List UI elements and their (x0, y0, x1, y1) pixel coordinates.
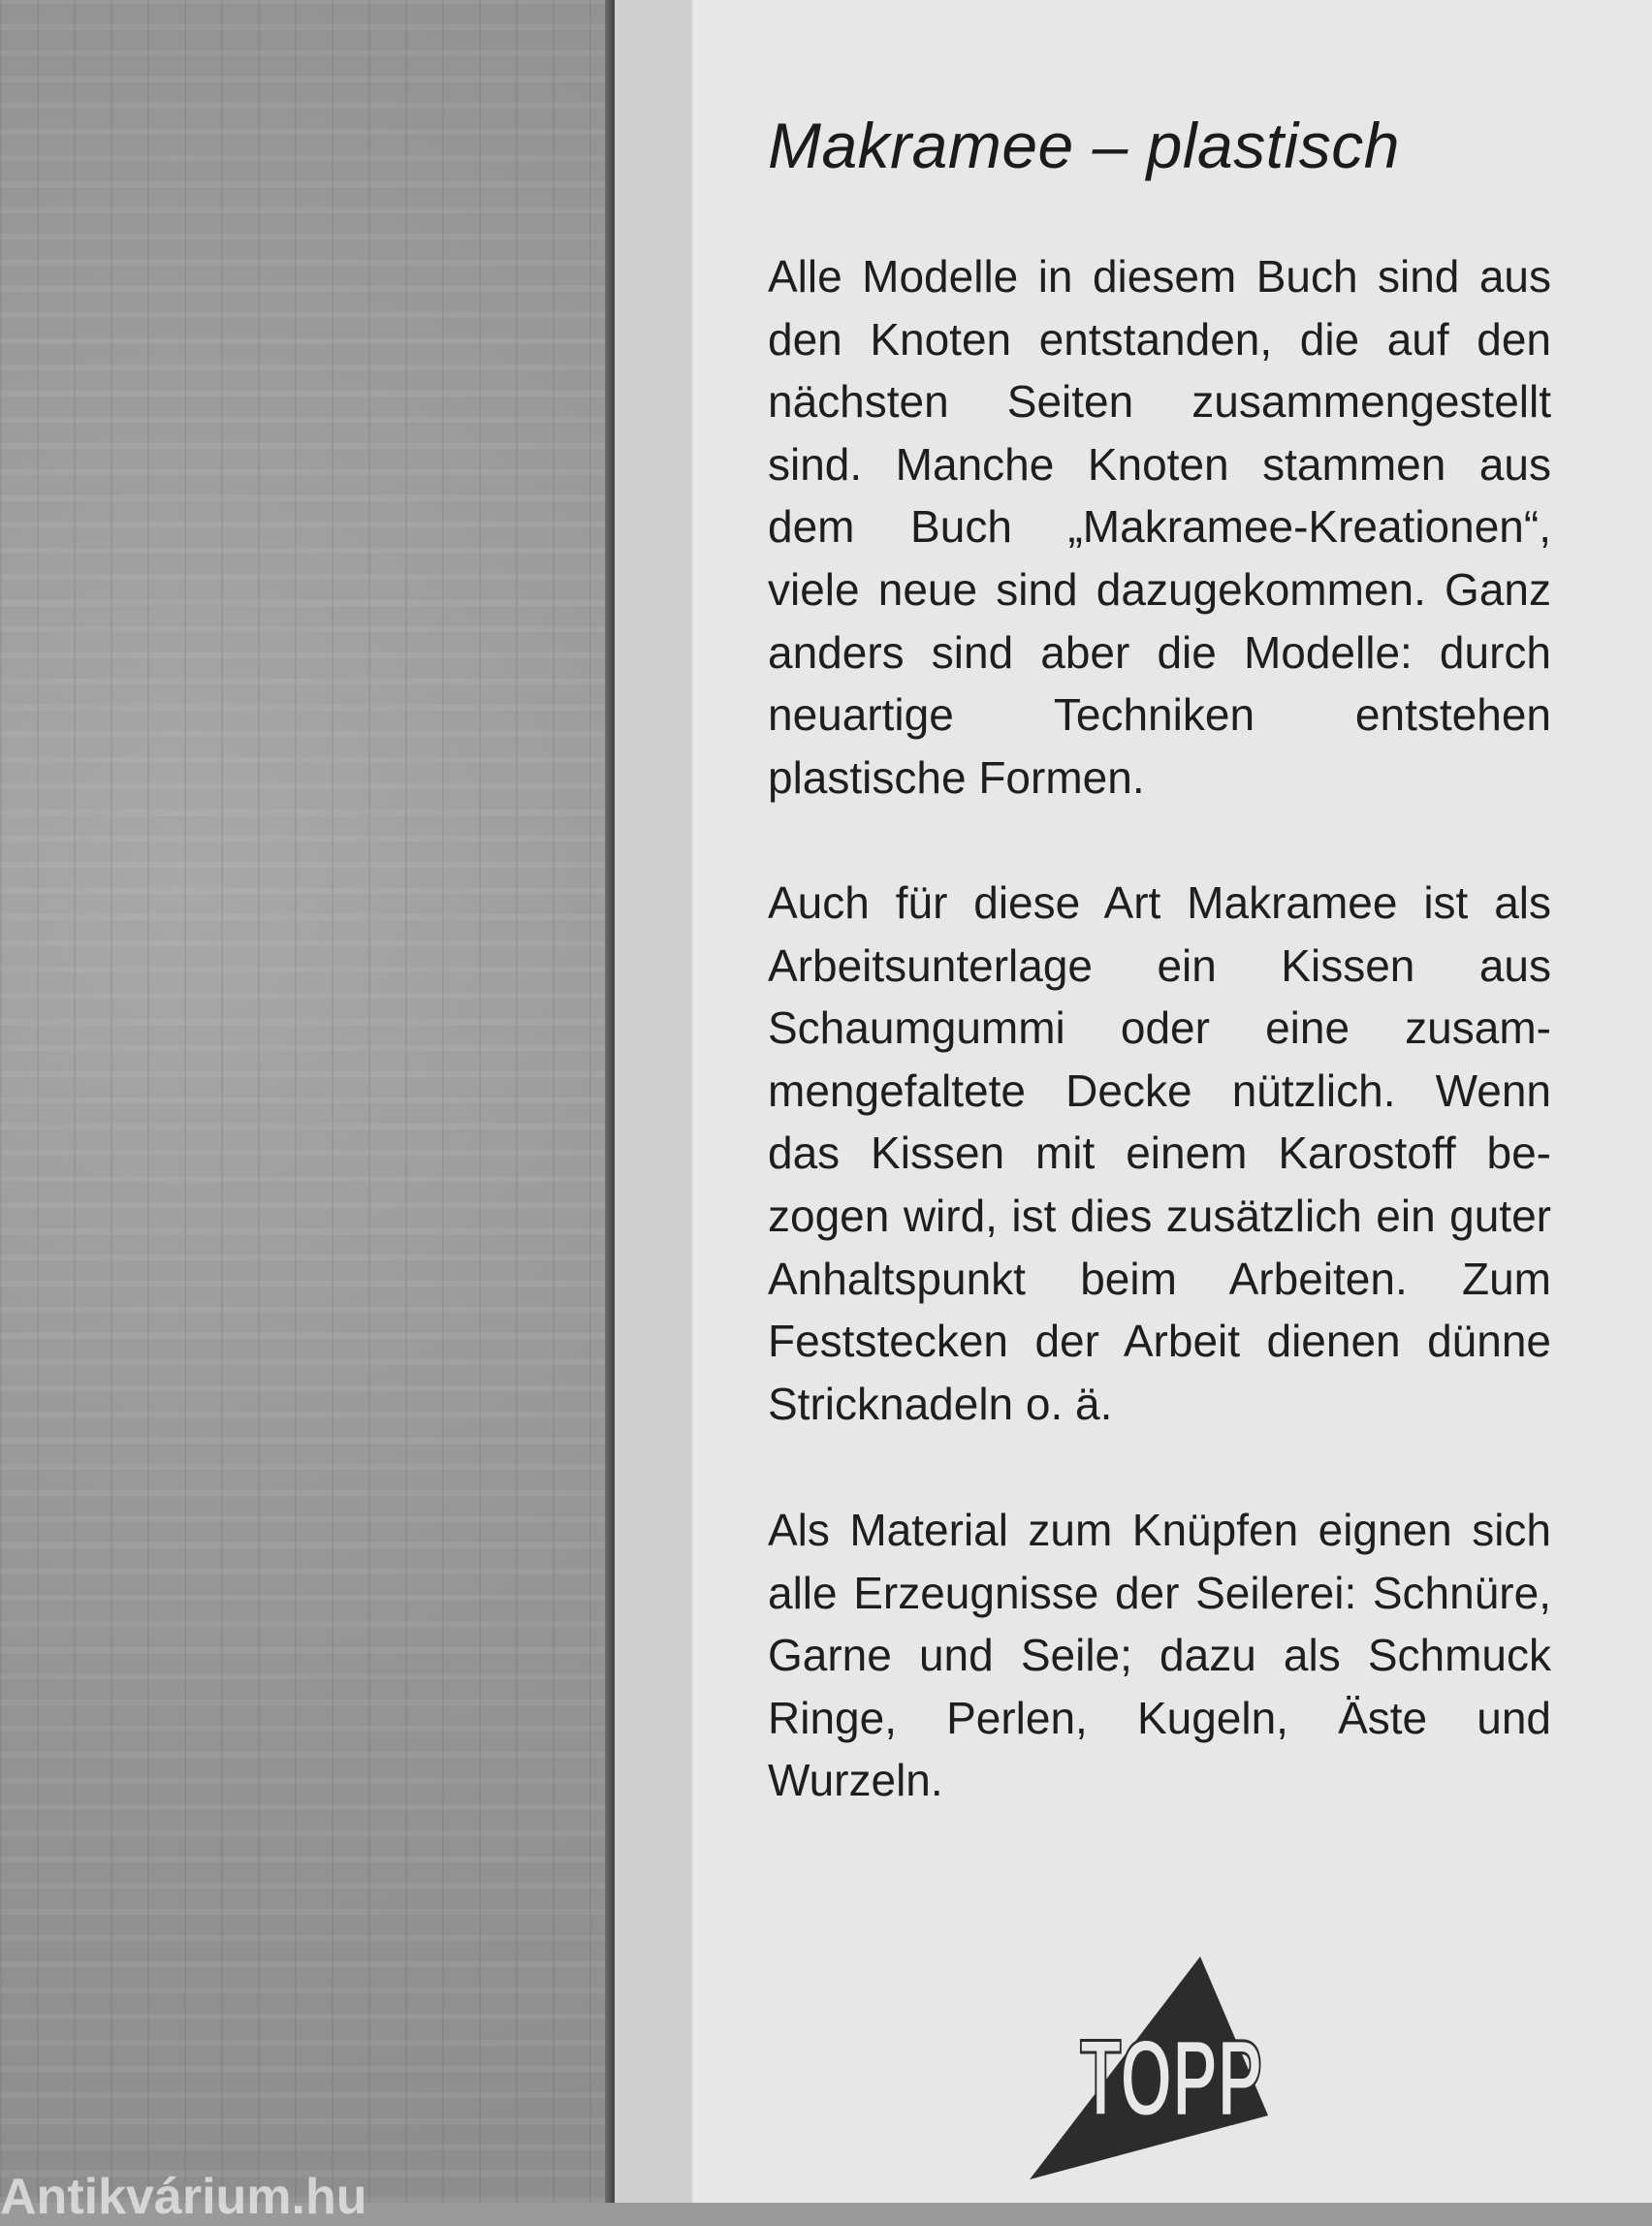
book-cover-left (0, 0, 611, 2203)
topp-logo (1028, 1949, 1270, 2181)
paragraph-1: Alle Modelle in diesem Buch sind aus den Knoten entstanden, die auf den nächsten Seiten zusammengestellt sind. Manche Knoten stammen aus dem Buch „Makramee-Kreationen“, viele neue sind dazugekommen. Ganz anders sind aber die Modelle: durch neuartige Techniken entstehen plastische Formen. (768, 251, 1551, 803)
watermark-text: Antikvárium.hu (0, 2169, 367, 2225)
page-margin (615, 0, 692, 2203)
logo-text: TOPP (1080, 2018, 1262, 2140)
paragraph-2: Auch für diese Art Makramee ist als Arbeitsunterlage ein Kissen aus Schaumgummi oder eine zusammengefaltete Decke nützlich. Wenn das Kissen mit einem Karostoff bezogen wird, ist dies zusätzlich ein guter Anhaltspunkt beim Arbeiten. Zum Feststecken der Arbeit dienen dünne Stricknadeln o. ä. (768, 877, 1551, 1429)
page-title: Makramee – plastisch (768, 110, 1400, 181)
paragraph-3: Als Material zum Knüpfen eignen sich alle Erzeugnisse der Seilerei: Schnüre, Garne und Seile; dazu als Schmuck Ringe, Perlen, Kugeln, Äste und Wurzeln. (768, 1505, 1551, 1806)
cover-edge-shadow (605, 0, 615, 2203)
